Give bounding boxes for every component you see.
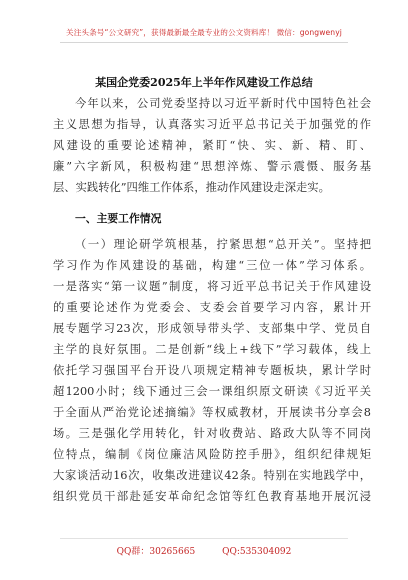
section-line: 于全面从严治党论述摘编》等权威教材，开展读书分享会8 — [53, 406, 371, 419]
header-divider — [60, 42, 348, 43]
section-line: 组织党员干部赴延安革命纪念馆等红色教育基地开展沉浸 — [53, 490, 371, 503]
footer-qq-group: QQ群：30265665 — [116, 547, 196, 557]
section-line: 的重要论述作为党委会、支委会首要学习内容，累计开 — [53, 301, 371, 314]
document-body — [53, 93, 371, 507]
intro-line: 今年以来，公司党委坚持以习近平新时代中国特色社会 — [75, 97, 371, 110]
header-banner-text: 关注头条号“公文研究”，获得最新最全最专业的公文资料库！ 微信：gongwenyj — [66, 28, 342, 37]
section-line: 依托学习强国平台开设八项规定精神专题板块，累计学时 — [53, 364, 371, 377]
intro-line: 廉”六字新风，积极构建“思想淬炼、警示震慑、服务基 — [53, 160, 371, 173]
intro-line: 风建设的重要论述精神，紧盯“快、实、新、精、盯、 — [53, 139, 371, 152]
section-line: 学习作为作风建设的基础，构建“三位一体”学习体系。 — [53, 259, 371, 272]
section-line: 位特点，编制《岗位廉洁风险防控手册》，组织纪律规矩 — [53, 448, 371, 461]
section-line: 一是落实“第一议题”制度，将习近平总书记关于作风建设 — [53, 280, 371, 293]
section-line: 主学的良好氛围。二是创新“线上+线下”学习载体，线上 — [53, 343, 371, 356]
section-line: 场。三是强化学用转化，针对收费站、路政大队等不同岗 — [53, 427, 371, 440]
intro-line: 层、实践转化”四维工作体系，推动作风建设走深走实。 — [53, 181, 330, 194]
header-banner — [0, 27, 408, 38]
document-title: 某国企党委2025年上半年作风建设工作总结 — [95, 76, 313, 89]
footer-divider — [60, 538, 348, 539]
intro-line: 主义思想为指导，认真落实习近平总书记关于加强党的作 — [53, 118, 371, 131]
section-heading: 一、主要工作情况 — [75, 212, 162, 225]
footer — [0, 544, 408, 557]
section-line: 大家谈活动16次，收集改进建议42条。特别在实地践学中， — [53, 469, 371, 482]
footer-qq: QQ:535304092 — [222, 547, 292, 557]
section-line: （一）理论研学筑根基，拧紧思想“总开关”。坚持把 — [75, 238, 371, 251]
section-line: 超1200小时；线下通过三会一课组织原文研读《习近平关 — [53, 385, 371, 398]
section-line: 展专题学习23次，形成领导带头学、支部集中学、党员自 — [53, 322, 371, 335]
